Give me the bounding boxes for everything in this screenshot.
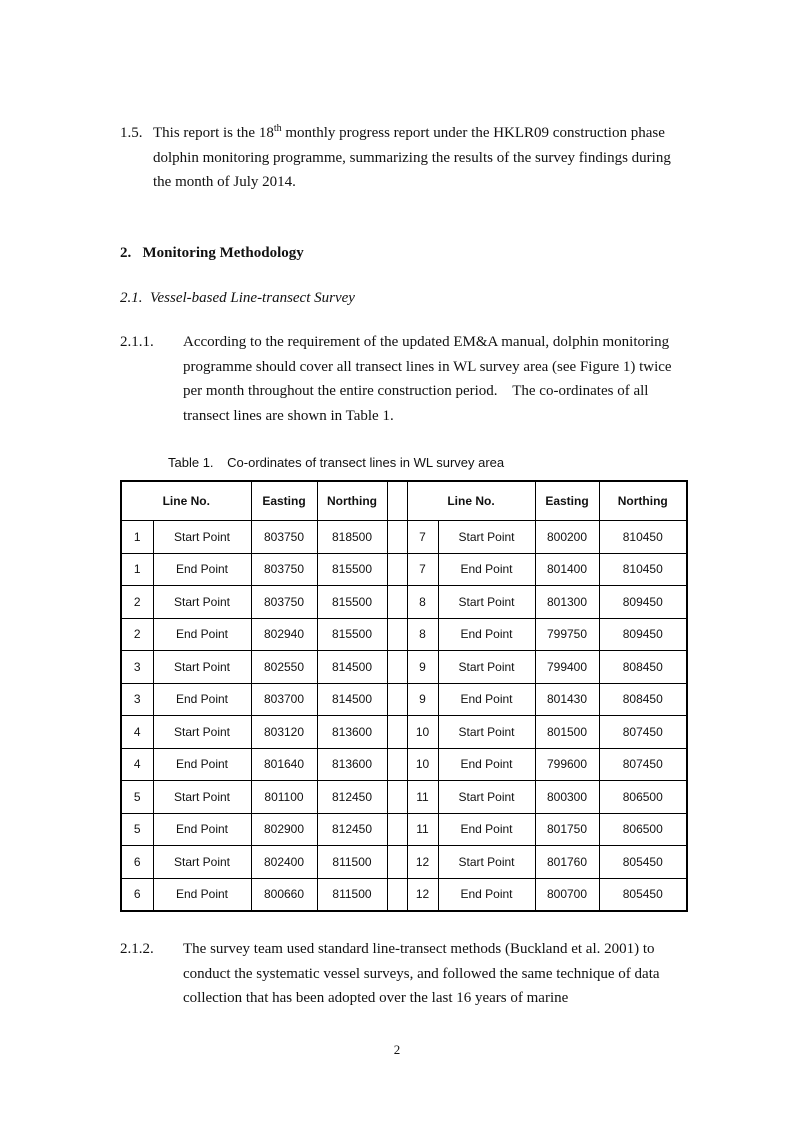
header-northing: Northing [317, 481, 387, 521]
line-number-cell: 6 [121, 878, 153, 911]
table-row [121, 651, 687, 684]
easting-cell: 801100 [251, 781, 317, 814]
line-number-cell: 6 [121, 846, 153, 879]
northing-cell: 806500 [599, 813, 687, 846]
column-gap [387, 813, 407, 846]
table-row [121, 521, 687, 554]
line-number-cell: 8 [407, 618, 438, 651]
table-row [121, 618, 687, 651]
column-gap [387, 683, 407, 716]
easting-cell: 800200 [535, 521, 599, 554]
line-number-cell: 7 [407, 553, 438, 586]
line-number-cell: 8 [407, 586, 438, 619]
northing-cell: 809450 [599, 586, 687, 619]
northing-cell: 810450 [599, 553, 687, 586]
line-number-cell: 12 [407, 846, 438, 879]
header-easting: Easting [251, 481, 317, 521]
column-gap [387, 521, 407, 554]
easting-cell: 803750 [251, 586, 317, 619]
table-row [121, 781, 687, 814]
table-row [121, 878, 687, 911]
easting-cell: 802940 [251, 618, 317, 651]
line-number-cell: 2 [121, 586, 153, 619]
paragraph-number: 2.1.1. [120, 334, 154, 350]
ordinal-superscript: th [273, 123, 282, 134]
page-number: 2 [393, 1042, 401, 1057]
line-number-cell: 5 [121, 781, 153, 814]
line-number-cell: 11 [407, 781, 438, 814]
northing-cell: 807450 [599, 716, 687, 749]
easting-cell: 800660 [251, 878, 317, 911]
point-cell: Start Point [438, 716, 535, 749]
point-cell: Start Point [153, 781, 251, 814]
northing-cell: 807450 [599, 748, 687, 781]
northing-cell: 812450 [317, 813, 387, 846]
northing-cell: 814500 [317, 683, 387, 716]
table-label: Table 1. [168, 455, 214, 470]
paragraph-number: 2.1.2. [120, 941, 154, 957]
point-cell: Start Point [153, 586, 251, 619]
northing-cell: 808450 [599, 683, 687, 716]
point-cell: End Point [153, 878, 251, 911]
line-number-cell: 1 [121, 553, 153, 586]
northing-cell: 808450 [599, 651, 687, 684]
table-row [121, 748, 687, 781]
column-gap [387, 651, 407, 684]
northing-cell: 814500 [317, 651, 387, 684]
line-number-cell: 10 [407, 748, 438, 781]
easting-cell: 802550 [251, 651, 317, 684]
northing-cell: 818500 [317, 521, 387, 554]
point-cell: Start Point [438, 521, 535, 554]
point-cell: End Point [438, 683, 535, 716]
column-gap [387, 846, 407, 879]
point-cell: End Point [153, 813, 251, 846]
line-number-cell: 11 [407, 813, 438, 846]
column-gap [387, 878, 407, 911]
easting-cell: 802900 [251, 813, 317, 846]
paragraph-text [153, 121, 680, 195]
column-gap [387, 748, 407, 781]
northing-cell: 811500 [317, 878, 387, 911]
point-cell: End Point [153, 748, 251, 781]
line-number-cell: 5 [121, 813, 153, 846]
easting-cell: 801500 [535, 716, 599, 749]
section-heading-2: 2. Monitoring Methodology [120, 245, 304, 261]
northing-cell: 809450 [599, 618, 687, 651]
easting-cell: 799600 [535, 748, 599, 781]
text-segment: This report is the 18 [153, 125, 274, 141]
transect-coordinates-table [120, 480, 688, 912]
table-header-row [121, 481, 687, 521]
northing-cell: 813600 [317, 748, 387, 781]
column-gap [387, 781, 407, 814]
point-cell: Start Point [153, 716, 251, 749]
point-cell: Start Point [153, 846, 251, 879]
northing-cell: 811500 [317, 846, 387, 879]
point-cell: End Point [438, 878, 535, 911]
easting-cell: 803750 [251, 553, 317, 586]
easting-cell: 802400 [251, 846, 317, 879]
northing-cell: 810450 [599, 521, 687, 554]
easting-cell: 803750 [251, 521, 317, 554]
line-number-cell: 3 [121, 683, 153, 716]
table-row [121, 683, 687, 716]
point-cell: End Point [438, 748, 535, 781]
table-row [121, 846, 687, 879]
paragraph-2-1-2 [120, 937, 690, 1011]
line-number-cell: 1 [121, 521, 153, 554]
header-northing: Northing [599, 481, 687, 521]
point-cell: Start Point [153, 521, 251, 554]
northing-cell: 815500 [317, 553, 387, 586]
easting-cell: 801760 [535, 846, 599, 879]
easting-cell: 800700 [535, 878, 599, 911]
header-line-no: Line No. [407, 481, 535, 521]
column-gap [387, 481, 407, 521]
northing-cell: 806500 [599, 781, 687, 814]
easting-cell: 801750 [535, 813, 599, 846]
northing-cell: 815500 [317, 586, 387, 619]
point-cell: End Point [153, 618, 251, 651]
northing-cell: 805450 [599, 846, 687, 879]
easting-cell: 801400 [535, 553, 599, 586]
table-row [121, 813, 687, 846]
easting-cell: 799400 [535, 651, 599, 684]
column-gap [387, 553, 407, 586]
easting-cell: 801300 [535, 586, 599, 619]
easting-cell: 803700 [251, 683, 317, 716]
paragraph-number: 1.5. [120, 125, 143, 141]
northing-cell: 812450 [317, 781, 387, 814]
table-row [121, 553, 687, 586]
point-cell: Start Point [153, 651, 251, 684]
paragraph-text: According to the requirement of the updated EM&A manual, dolphin monitoring programme should cover all transect lines in WL survey area (see Figure 1) twice per month throughout the entire construction period. The co-ordinates of all transect lines are shown in Table 1. [183, 334, 676, 424]
line-number-cell: 4 [121, 748, 153, 781]
line-number-cell: 3 [121, 651, 153, 684]
header-easting: Easting [535, 481, 599, 521]
northing-cell: 805450 [599, 878, 687, 911]
point-cell: Start Point [438, 781, 535, 814]
line-number-cell: 2 [121, 618, 153, 651]
paragraph-1-5 [120, 121, 680, 195]
point-cell: End Point [438, 813, 535, 846]
table-body [121, 521, 687, 912]
point-cell: Start Point [438, 586, 535, 619]
line-number-cell: 12 [407, 878, 438, 911]
paragraph-text: The survey team used standard line-transect methods (Buckland et al. 2001) to conduct the systematic vessel surveys, and followed the same technique of data collection that has been adopted over the last 16 years of marine [183, 941, 660, 1006]
point-cell: End Point [438, 618, 535, 651]
table-row [121, 586, 687, 619]
line-number-cell: 10 [407, 716, 438, 749]
easting-cell: 801640 [251, 748, 317, 781]
easting-cell: 803120 [251, 716, 317, 749]
subsection-heading-2-1: 2.1. Vessel-based Line-transect Survey [120, 290, 355, 306]
text-segment: monthly progress report under the HKLR09 construction phase dolphin monitoring programme, summarizing the results of the survey findings during the month of July 2014. [153, 125, 671, 190]
column-gap [387, 716, 407, 749]
line-number-cell: 9 [407, 651, 438, 684]
point-cell: Start Point [438, 651, 535, 684]
paragraph-2-1-1 [120, 330, 690, 428]
easting-cell: 800300 [535, 781, 599, 814]
northing-cell: 813600 [317, 716, 387, 749]
table-title: Co-ordinates of transect lines in WL survey area [227, 455, 505, 470]
column-gap [387, 618, 407, 651]
point-cell: Start Point [438, 846, 535, 879]
line-number-cell: 7 [407, 521, 438, 554]
line-number-cell: 9 [407, 683, 438, 716]
table-caption [168, 455, 504, 471]
line-number-cell: 4 [121, 716, 153, 749]
point-cell: End Point [438, 553, 535, 586]
point-cell: End Point [153, 553, 251, 586]
point-cell: End Point [153, 683, 251, 716]
northing-cell: 815500 [317, 618, 387, 651]
easting-cell: 799750 [535, 618, 599, 651]
table-row [121, 716, 687, 749]
easting-cell: 801430 [535, 683, 599, 716]
header-line-no: Line No. [121, 481, 251, 521]
column-gap [387, 586, 407, 619]
